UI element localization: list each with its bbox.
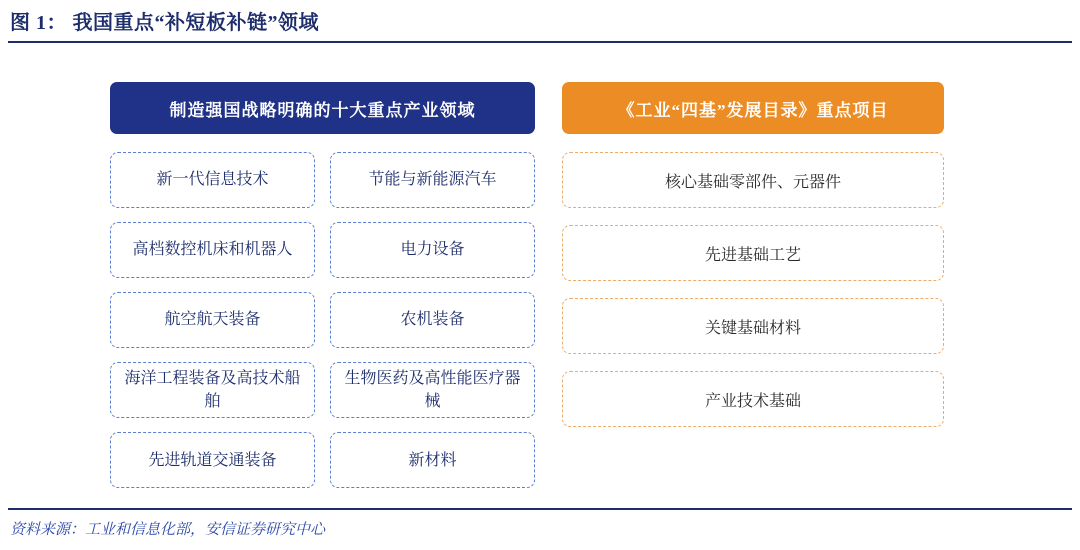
list-item: 新一代信息技术	[110, 152, 315, 208]
list-item: 节能与新能源汽车	[330, 152, 535, 208]
list-item: 航空航天装备	[110, 292, 315, 348]
right-column	[562, 82, 944, 427]
source-note: 资料来源：工业和信息化部，安信证券研究中心	[10, 522, 326, 538]
right-panel-header: 《工业“四基”发展目录》重点项目	[562, 82, 944, 134]
list-item: 先进基础工艺	[562, 225, 944, 281]
list-item: 高档数控机床和机器人	[110, 222, 315, 278]
list-item: 先进轨道交通装备	[110, 432, 315, 488]
diagram-area	[0, 44, 1080, 506]
list-item: 关键基础材料	[562, 298, 944, 354]
left-column	[110, 82, 535, 488]
page-title: 图 1： 我国重点“补短板补链”领域	[10, 11, 319, 34]
list-item: 海洋工程装备及高技术船舶	[110, 362, 315, 418]
list-item: 核心基础零部件、元器件	[562, 152, 944, 208]
figure-title-bar	[0, 0, 1080, 40]
list-item: 产业技术基础	[562, 371, 944, 427]
list-item: 生物医药及高性能医疗器械	[330, 362, 535, 418]
left-panel-header: 制造强国战略明确的十大重点产业领域	[110, 82, 535, 134]
list-item: 新材料	[330, 432, 535, 488]
divider-top	[8, 41, 1072, 43]
list-item: 农机装备	[330, 292, 535, 348]
divider-bottom	[8, 508, 1072, 510]
list-item: 电力设备	[330, 222, 535, 278]
right-panel-list	[562, 152, 944, 427]
left-panel-grid	[110, 152, 535, 488]
